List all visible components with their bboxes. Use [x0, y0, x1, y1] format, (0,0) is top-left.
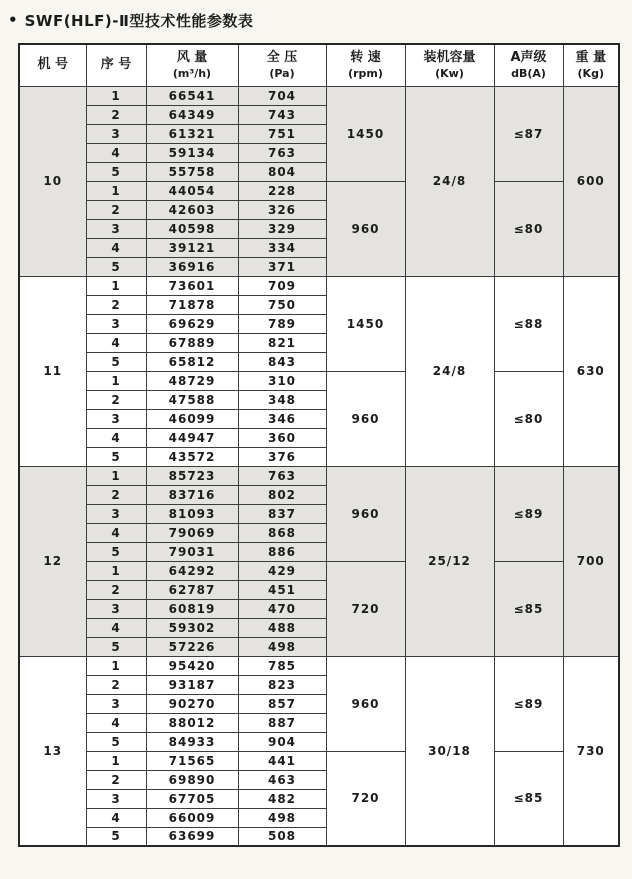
- speed-cell: 960: [326, 656, 405, 751]
- air-volume-cell: 66009: [146, 808, 238, 827]
- air-volume-cell: 40598: [146, 219, 238, 238]
- header-machine-no: 机 号: [19, 44, 86, 86]
- total-pressure-cell: 709: [238, 276, 326, 295]
- air-volume-cell: 47588: [146, 390, 238, 409]
- noise-level-cell: ≤87: [494, 86, 563, 181]
- serial-no-cell: 5: [86, 637, 146, 656]
- speed-cell: 960: [326, 466, 405, 561]
- installed-capacity-cell: 24/8: [405, 86, 494, 276]
- air-volume-cell: 59134: [146, 143, 238, 162]
- air-volume-cell: 64349: [146, 105, 238, 124]
- air-volume-cell: 39121: [146, 238, 238, 257]
- total-pressure-cell: 763: [238, 466, 326, 485]
- air-volume-cell: 42603: [146, 200, 238, 219]
- air-volume-cell: 81093: [146, 504, 238, 523]
- air-volume-cell: 69629: [146, 314, 238, 333]
- air-volume-cell: 55758: [146, 162, 238, 181]
- total-pressure-cell: 823: [238, 675, 326, 694]
- table-row: [19, 466, 619, 485]
- total-pressure-cell: 334: [238, 238, 326, 257]
- machine-no-cell: 13: [19, 656, 86, 846]
- noise-level-cell: ≤88: [494, 276, 563, 371]
- header-total-pressure: 全 压 (Pa): [238, 44, 326, 86]
- weight-cell: 700: [563, 466, 619, 656]
- air-volume-cell: 88012: [146, 713, 238, 732]
- serial-no-cell: 4: [86, 428, 146, 447]
- total-pressure-cell: 429: [238, 561, 326, 580]
- serial-no-cell: 3: [86, 124, 146, 143]
- total-pressure-cell: 789: [238, 314, 326, 333]
- table-row: [19, 371, 619, 390]
- serial-no-cell: 1: [86, 561, 146, 580]
- total-pressure-cell: 508: [238, 827, 326, 846]
- air-volume-cell: 73601: [146, 276, 238, 295]
- serial-no-cell: 5: [86, 162, 146, 181]
- air-volume-cell: 59302: [146, 618, 238, 637]
- total-pressure-cell: 310: [238, 371, 326, 390]
- serial-no-cell: 3: [86, 504, 146, 523]
- serial-no-cell: 5: [86, 732, 146, 751]
- installed-capacity-cell: 25/12: [405, 466, 494, 656]
- title-row: [0, 0, 632, 31]
- speed-cell: 1450: [326, 86, 405, 181]
- header-speed: 转 速 (rpm): [326, 44, 405, 86]
- header-installed-capacity: 装机容量 (Kw): [405, 44, 494, 86]
- serial-no-cell: 2: [86, 770, 146, 789]
- total-pressure-cell: 498: [238, 808, 326, 827]
- serial-no-cell: 3: [86, 219, 146, 238]
- total-pressure-cell: 743: [238, 105, 326, 124]
- total-pressure-cell: 857: [238, 694, 326, 713]
- total-pressure-cell: 463: [238, 770, 326, 789]
- air-volume-cell: 62787: [146, 580, 238, 599]
- total-pressure-cell: 376: [238, 447, 326, 466]
- air-volume-cell: 57226: [146, 637, 238, 656]
- air-volume-cell: 46099: [146, 409, 238, 428]
- air-volume-cell: 67705: [146, 789, 238, 808]
- serial-no-cell: 4: [86, 143, 146, 162]
- page-title: SWF(HLF)-Ⅱ型技术性能参数表: [24, 12, 254, 30]
- air-volume-cell: 60819: [146, 599, 238, 618]
- air-volume-cell: 48729: [146, 371, 238, 390]
- serial-no-cell: 4: [86, 808, 146, 827]
- serial-no-cell: 1: [86, 276, 146, 295]
- air-volume-cell: 69890: [146, 770, 238, 789]
- total-pressure-cell: 470: [238, 599, 326, 618]
- total-pressure-cell: 763: [238, 143, 326, 162]
- machine-no-cell: 10: [19, 86, 86, 276]
- total-pressure-cell: 451: [238, 580, 326, 599]
- serial-no-cell: 3: [86, 789, 146, 808]
- serial-no-cell: 1: [86, 371, 146, 390]
- serial-no-cell: 4: [86, 618, 146, 637]
- serial-no-cell: 3: [86, 694, 146, 713]
- total-pressure-cell: 868: [238, 523, 326, 542]
- speed-cell: 960: [326, 181, 405, 276]
- air-volume-cell: 65812: [146, 352, 238, 371]
- air-volume-cell: 66541: [146, 86, 238, 105]
- serial-no-cell: 2: [86, 200, 146, 219]
- serial-no-cell: 1: [86, 86, 146, 105]
- air-volume-cell: 61321: [146, 124, 238, 143]
- table-row: [19, 751, 619, 770]
- serial-no-cell: 2: [86, 580, 146, 599]
- total-pressure-cell: 837: [238, 504, 326, 523]
- speed-cell: 720: [326, 751, 405, 846]
- air-volume-cell: 64292: [146, 561, 238, 580]
- serial-no-cell: 4: [86, 713, 146, 732]
- air-volume-cell: 85723: [146, 466, 238, 485]
- serial-no-cell: 1: [86, 751, 146, 770]
- weight-cell: 600: [563, 86, 619, 276]
- serial-no-cell: 5: [86, 257, 146, 276]
- total-pressure-cell: 904: [238, 732, 326, 751]
- serial-no-cell: 5: [86, 352, 146, 371]
- air-volume-cell: 44947: [146, 428, 238, 447]
- serial-no-cell: 1: [86, 656, 146, 675]
- air-volume-cell: 90270: [146, 694, 238, 713]
- bullet-icon: •: [8, 11, 18, 29]
- spec-table: [18, 43, 620, 847]
- serial-no-cell: 3: [86, 314, 146, 333]
- serial-no-cell: 3: [86, 599, 146, 618]
- noise-level-cell: ≤89: [494, 656, 563, 751]
- serial-no-cell: 4: [86, 523, 146, 542]
- total-pressure-cell: 785: [238, 656, 326, 675]
- total-pressure-cell: 498: [238, 637, 326, 656]
- table-header: [19, 44, 619, 86]
- serial-no-cell: 1: [86, 466, 146, 485]
- total-pressure-cell: 228: [238, 181, 326, 200]
- table-row: [19, 561, 619, 580]
- total-pressure-cell: 482: [238, 789, 326, 808]
- air-volume-cell: 67889: [146, 333, 238, 352]
- total-pressure-cell: 704: [238, 86, 326, 105]
- serial-no-cell: 2: [86, 390, 146, 409]
- total-pressure-cell: 348: [238, 390, 326, 409]
- table-row: [19, 86, 619, 105]
- serial-no-cell: 5: [86, 827, 146, 846]
- air-volume-cell: 44054: [146, 181, 238, 200]
- speed-cell: 720: [326, 561, 405, 656]
- total-pressure-cell: 802: [238, 485, 326, 504]
- serial-no-cell: 2: [86, 105, 146, 124]
- total-pressure-cell: 751: [238, 124, 326, 143]
- serial-no-cell: 4: [86, 238, 146, 257]
- serial-no-cell: 5: [86, 542, 146, 561]
- header-air-volume: 风 量 (m³/h): [146, 44, 238, 86]
- total-pressure-cell: 441: [238, 751, 326, 770]
- noise-level-cell: ≤80: [494, 371, 563, 466]
- serial-no-cell: 4: [86, 333, 146, 352]
- total-pressure-cell: 843: [238, 352, 326, 371]
- header-serial-no: 序 号: [86, 44, 146, 86]
- air-volume-cell: 83716: [146, 485, 238, 504]
- speed-cell: 1450: [326, 276, 405, 371]
- noise-level-cell: ≤80: [494, 181, 563, 276]
- serial-no-cell: 2: [86, 295, 146, 314]
- air-volume-cell: 79031: [146, 542, 238, 561]
- header-weight: 重 量 (Kg): [563, 44, 619, 86]
- air-volume-cell: 36916: [146, 257, 238, 276]
- speed-cell: 960: [326, 371, 405, 466]
- total-pressure-cell: 329: [238, 219, 326, 238]
- header-noise-level: A声级 dB(A): [494, 44, 563, 86]
- air-volume-cell: 71878: [146, 295, 238, 314]
- table-row: [19, 181, 619, 200]
- weight-cell: 630: [563, 276, 619, 466]
- air-volume-cell: 43572: [146, 447, 238, 466]
- serial-no-cell: 2: [86, 675, 146, 694]
- air-volume-cell: 79069: [146, 523, 238, 542]
- noise-level-cell: ≤89: [494, 466, 563, 561]
- total-pressure-cell: 750: [238, 295, 326, 314]
- table-row: [19, 276, 619, 295]
- total-pressure-cell: 371: [238, 257, 326, 276]
- table-row: [19, 656, 619, 675]
- serial-no-cell: 5: [86, 447, 146, 466]
- table-body: [19, 86, 619, 846]
- weight-cell: 730: [563, 656, 619, 846]
- total-pressure-cell: 346: [238, 409, 326, 428]
- noise-level-cell: ≤85: [494, 751, 563, 846]
- air-volume-cell: 71565: [146, 751, 238, 770]
- serial-no-cell: 1: [86, 181, 146, 200]
- total-pressure-cell: 804: [238, 162, 326, 181]
- air-volume-cell: 93187: [146, 675, 238, 694]
- air-volume-cell: 84933: [146, 732, 238, 751]
- total-pressure-cell: 821: [238, 333, 326, 352]
- air-volume-cell: 95420: [146, 656, 238, 675]
- total-pressure-cell: 887: [238, 713, 326, 732]
- noise-level-cell: ≤85: [494, 561, 563, 656]
- total-pressure-cell: 886: [238, 542, 326, 561]
- machine-no-cell: 12: [19, 466, 86, 656]
- installed-capacity-cell: 30/18: [405, 656, 494, 846]
- installed-capacity-cell: 24/8: [405, 276, 494, 466]
- air-volume-cell: 63699: [146, 827, 238, 846]
- serial-no-cell: 2: [86, 485, 146, 504]
- total-pressure-cell: 360: [238, 428, 326, 447]
- serial-no-cell: 3: [86, 409, 146, 428]
- total-pressure-cell: 488: [238, 618, 326, 637]
- total-pressure-cell: 326: [238, 200, 326, 219]
- machine-no-cell: 11: [19, 276, 86, 466]
